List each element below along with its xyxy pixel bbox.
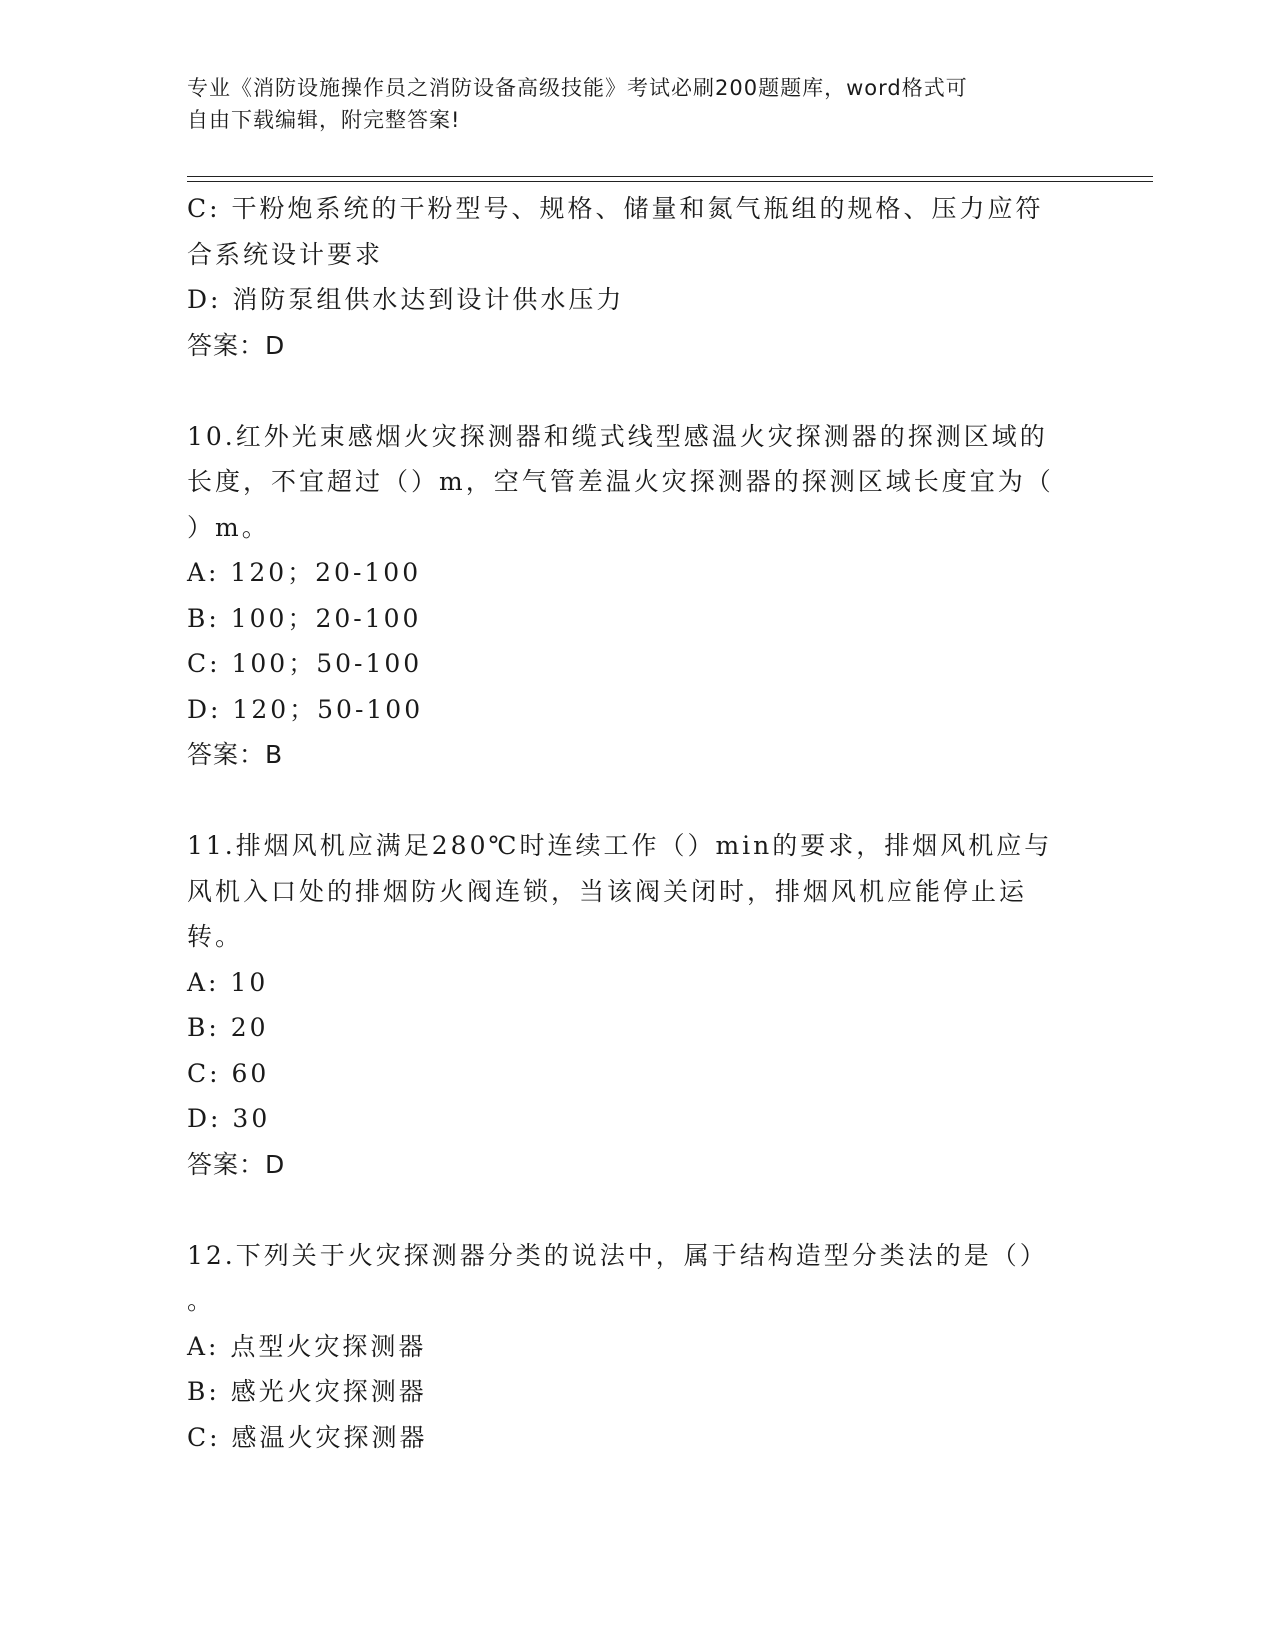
option-c: C: 干粉炮系统的干粉型号、规格、储量和氮气瓶组的规格、压力应符 <box>187 194 1044 223</box>
header-title-line-1: 专业《消防设施操作员之消防设备高级技能》考试必刷200题题库，word格式可 <box>187 76 968 100</box>
option-a: A: 点型火灾探测器 <box>187 1331 427 1361</box>
question-text: 。 <box>187 1286 216 1315</box>
question-10 <box>187 414 1067 778</box>
question-text: 10.红外光束感烟火灾探测器和缆式线型感温火灾探测器的探测区域的 <box>187 421 1048 451</box>
question-text: ）m。 <box>187 512 270 542</box>
question-text: 风机入口处的排烟防火阀连锁，当该阀关闭时，排烟风机应能停止运 <box>187 876 1028 906</box>
header-title-line-2: 自由下载编辑，附完整答案! <box>187 108 461 132</box>
header-divider-top <box>187 176 1153 177</box>
option-b: B: 感光火灾探测器 <box>187 1377 427 1406</box>
document-header <box>187 72 1067 136</box>
answer-line: 答案：D <box>187 1149 286 1179</box>
option-c: C: 60 <box>187 1058 270 1088</box>
question-text: 11.排烟风机应满足280℃时连续工作（）min的要求，排烟风机应与 <box>187 831 1053 860</box>
option-a: A: 10 <box>187 967 269 997</box>
option-c-continued: 合系统设计要求 <box>187 239 384 269</box>
question-text: 12.下列关于火灾探测器分类的说法中，属于结构造型分类法的是（） <box>187 1240 1048 1270</box>
spacer <box>187 1187 1067 1233</box>
spacer <box>187 778 1067 824</box>
option-c: C: 感温火灾探测器 <box>187 1422 428 1452</box>
question-11 <box>187 823 1067 1187</box>
option-d: D: 120；50-100 <box>187 694 424 724</box>
question-content <box>187 186 1067 1460</box>
spacer <box>187 368 1067 414</box>
option-d: D: 消防泵组供水达到设计供水压力 <box>187 285 625 314</box>
answer-line: 答案：B <box>187 740 284 769</box>
question-12 <box>187 1233 1067 1461</box>
option-b: B: 20 <box>187 1013 269 1042</box>
carryover-question <box>187 186 1067 368</box>
option-a: A: 120；20-100 <box>187 558 422 587</box>
question-text: 长度，不宜超过（）m，空气管差温火灾探测器的探测区域长度宜为（ <box>187 467 1054 496</box>
header-divider-bottom <box>187 181 1153 182</box>
answer-line: 答案：D <box>187 330 286 360</box>
option-b: B: 100；20-100 <box>187 603 422 633</box>
option-c: C: 100；50-100 <box>187 649 423 678</box>
question-text: 转。 <box>187 922 244 951</box>
option-d: D: 30 <box>187 1104 271 1133</box>
